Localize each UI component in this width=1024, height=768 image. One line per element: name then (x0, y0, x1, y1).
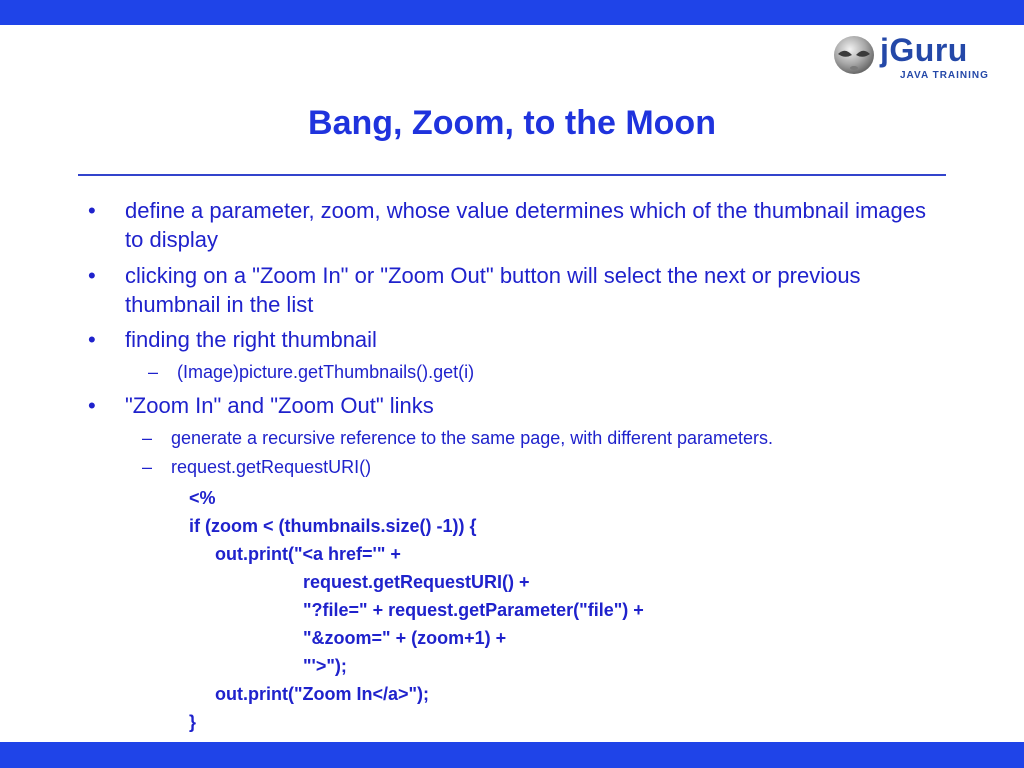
sub-bullet-item (142, 426, 971, 450)
top-band (0, 0, 1024, 25)
sub-bullet-text: request.getRequestURI() (171, 457, 372, 477)
logo-brand-text: jGuru (880, 32, 968, 68)
code-line: "'>"); (303, 656, 347, 676)
sub-bullet-item (148, 360, 977, 384)
bullet-item (88, 261, 945, 319)
code-line: if (zoom < (thumbnails.size() -1)) { (189, 516, 477, 536)
bullet-text: clicking on a "Zoom In" or "Zoom Out" button will select the next or previous thumbnail in the list (125, 263, 861, 317)
bullet-text: finding the right thumbnail (125, 327, 377, 352)
bullet-item (88, 391, 945, 420)
logo-tagline: JAVA TRAINING (900, 70, 989, 81)
dash-marker: – (142, 457, 153, 477)
bullet-item (88, 325, 945, 354)
dash-marker: – (148, 362, 159, 382)
bullet-text: define a parameter, zoom, whose value determines which of the thumbnail images to display (125, 198, 926, 252)
bottom-band (0, 742, 1024, 768)
dash-marker: – (142, 428, 153, 448)
code-line: <% (189, 488, 216, 508)
bullet-marker: • (88, 198, 96, 223)
sub-bullet-item (142, 455, 971, 479)
title-divider (78, 174, 946, 176)
code-line: "?file=" + request.getParameter("file") + (303, 600, 644, 620)
code-line: "&zoom=" + (zoom+1) + (303, 628, 507, 648)
alien-head-icon (832, 34, 876, 78)
bullet-marker: • (88, 393, 96, 418)
bullet-text: "Zoom In" and "Zoom Out" links (125, 393, 434, 418)
bullet-item (88, 196, 945, 254)
code-line: } (189, 712, 197, 732)
slide-title: Bang, Zoom, to the Moon (308, 104, 716, 142)
sub-bullet-text: generate a recursive reference to the same page, with different parameters. (171, 428, 773, 448)
code-line: out.print("<a href='" + (215, 544, 401, 564)
bullet-marker: • (88, 263, 96, 288)
code-line: request.getRequestURI() + (303, 572, 530, 592)
jguru-logo (830, 34, 1012, 82)
sub-bullet-text: (Image)picture.getThumbnails().get(i) (177, 362, 475, 382)
code-line: out.print("Zoom In</a>"); (215, 684, 430, 704)
bullet-marker: • (88, 327, 96, 352)
